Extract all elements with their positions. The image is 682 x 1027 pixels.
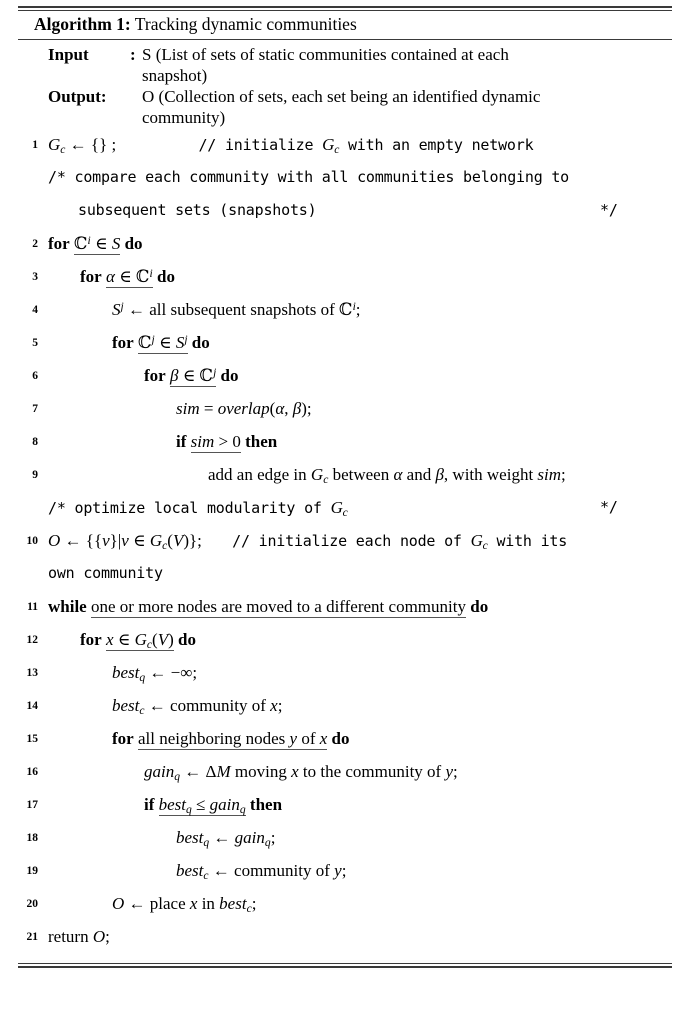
algorithm-line-17 [18, 790, 672, 823]
algorithm-line-5 [18, 328, 672, 361]
line-number: 17 [26, 798, 38, 811]
line-content: while one or more nodes are moved to a different community do [48, 596, 489, 616]
comment-text-cont: own community [48, 563, 163, 582]
line-content: O ← {{v}|v ∈ $G_c(V)$}; // initialize each node of $G_c$ with its [48, 530, 568, 552]
line-content: return O; [48, 926, 110, 946]
line-number: 16 [26, 765, 38, 778]
algorithm-line-10-cont [18, 559, 672, 592]
comment-text: /* compare each community with all communities belonging to [48, 167, 570, 186]
algorithm-line-13 [18, 658, 672, 691]
line-number [18, 493, 38, 526]
line-content: for x ∈ $G_c(V)$ do [80, 629, 196, 651]
algorithm-line-6 [18, 361, 672, 394]
line-number: 18 [26, 831, 38, 844]
line-number: 9 [32, 468, 38, 481]
algorithm-body [18, 128, 672, 955]
line-number: 1 [32, 138, 38, 151]
comment-tail: */ [600, 497, 618, 516]
algorithm-line-10 [18, 526, 672, 559]
algorithm-line-14 [18, 691, 672, 724]
line-number: 12 [26, 633, 38, 646]
line-number: 2 [32, 237, 38, 250]
comment-block-compare-cont [18, 196, 672, 229]
algorithm-line-16 [18, 757, 672, 790]
input-label: Input [48, 44, 89, 64]
input-text-cont: snapshot) [142, 65, 208, 85]
output-text-cont: community) [142, 107, 226, 127]
line-content: best$_q$ ← −∞; [112, 662, 198, 684]
line-number: 21 [26, 930, 38, 943]
line-content: $G_c$ ← {} ; // initialize $G_c$ with an empty network [48, 134, 534, 156]
comment-tail: */ [600, 200, 618, 219]
line-number: 19 [26, 864, 38, 877]
comment-text: /* optimize local modularity of $G_c$ [48, 497, 348, 519]
line-content: for α ∈ ℂ$^i$ do [80, 266, 175, 287]
algorithm-line-11 [18, 592, 672, 625]
input-text: S (List of sets of static communities contained at each [142, 44, 509, 64]
input-row [18, 44, 672, 65]
line-content: best$_q$ ← gain$_q$; [176, 827, 276, 849]
line-content: for ℂ$^j$ ∈ $S^j$ do [112, 332, 210, 353]
line-content: add an edge in $G_c$ between α and β, with weight sim; [208, 464, 566, 486]
algorithm-line-21 [18, 922, 672, 955]
line-number: 15 [26, 732, 38, 745]
io-block [18, 40, 672, 128]
algorithm-title-label: Algorithm 1: [34, 14, 131, 34]
line-number: 8 [32, 435, 38, 448]
line-number: 11 [27, 600, 38, 613]
line-content: for β ∈ ℂ$^j$ do [144, 365, 239, 386]
line-number: 13 [26, 666, 38, 679]
algorithm-line-19 [18, 856, 672, 889]
line-number: 6 [32, 369, 38, 382]
algorithm-line-1 [18, 130, 672, 163]
line-content: for all neighboring nodes y of x do [112, 728, 350, 748]
line-content: gain$_q$ ← ΔM moving x to the community of y; [144, 761, 458, 783]
line-number: 7 [32, 402, 38, 415]
comment-block-optimize [18, 493, 672, 526]
algorithm-line-18 [18, 823, 672, 856]
bottom-rule-outer [18, 966, 672, 968]
algorithm-line-4 [18, 295, 672, 328]
line-content: if best$_q$ ≤ gain$_q$ then [144, 794, 283, 816]
comment-text-cont: subsequent sets (snapshots) [78, 200, 317, 219]
line-number: 10 [26, 534, 38, 547]
line-content: if sim > 0 then [176, 431, 278, 451]
algorithm-title [18, 11, 672, 39]
line-content: best$_c$ ← community of y; [176, 860, 347, 882]
output-row [18, 86, 672, 107]
line-number: 14 [26, 699, 38, 712]
line-content: for ℂ$^i$ ∈ S do [48, 233, 143, 254]
line-number [18, 559, 38, 592]
line-content: sim = overlap(α, β); [176, 398, 312, 418]
line-number: 5 [32, 336, 38, 349]
line-content: O ← place x in best$_c$; [112, 893, 257, 915]
line-number [18, 163, 38, 196]
line-number: 4 [32, 303, 38, 316]
algorithm-block [0, 6, 682, 1027]
algorithm-line-8 [18, 427, 672, 460]
line-content: $S^j$ ← all subsequent snapshots of ℂ$^i$; [112, 299, 361, 320]
line-content: best$_c$ ← community of x; [112, 695, 283, 717]
algorithm-line-7 [18, 394, 672, 427]
line-number: 3 [32, 270, 38, 283]
comment-block-compare [18, 163, 672, 196]
algorithm-line-9 [18, 460, 672, 493]
algorithm-title-text: Tracking dynamic communities [134, 14, 357, 34]
algorithm-line-15 [18, 724, 672, 757]
algorithm-line-20 [18, 889, 672, 922]
algorithm-line-2 [18, 229, 672, 262]
output-label: Output: [48, 86, 107, 106]
input-colon: : [130, 44, 136, 64]
algorithm-line-12 [18, 625, 672, 658]
algorithm-line-3 [18, 262, 672, 295]
output-text: O (Collection of sets, each set being an identified dynamic [142, 86, 541, 106]
line-number: 20 [26, 897, 38, 910]
line-number [18, 196, 38, 229]
